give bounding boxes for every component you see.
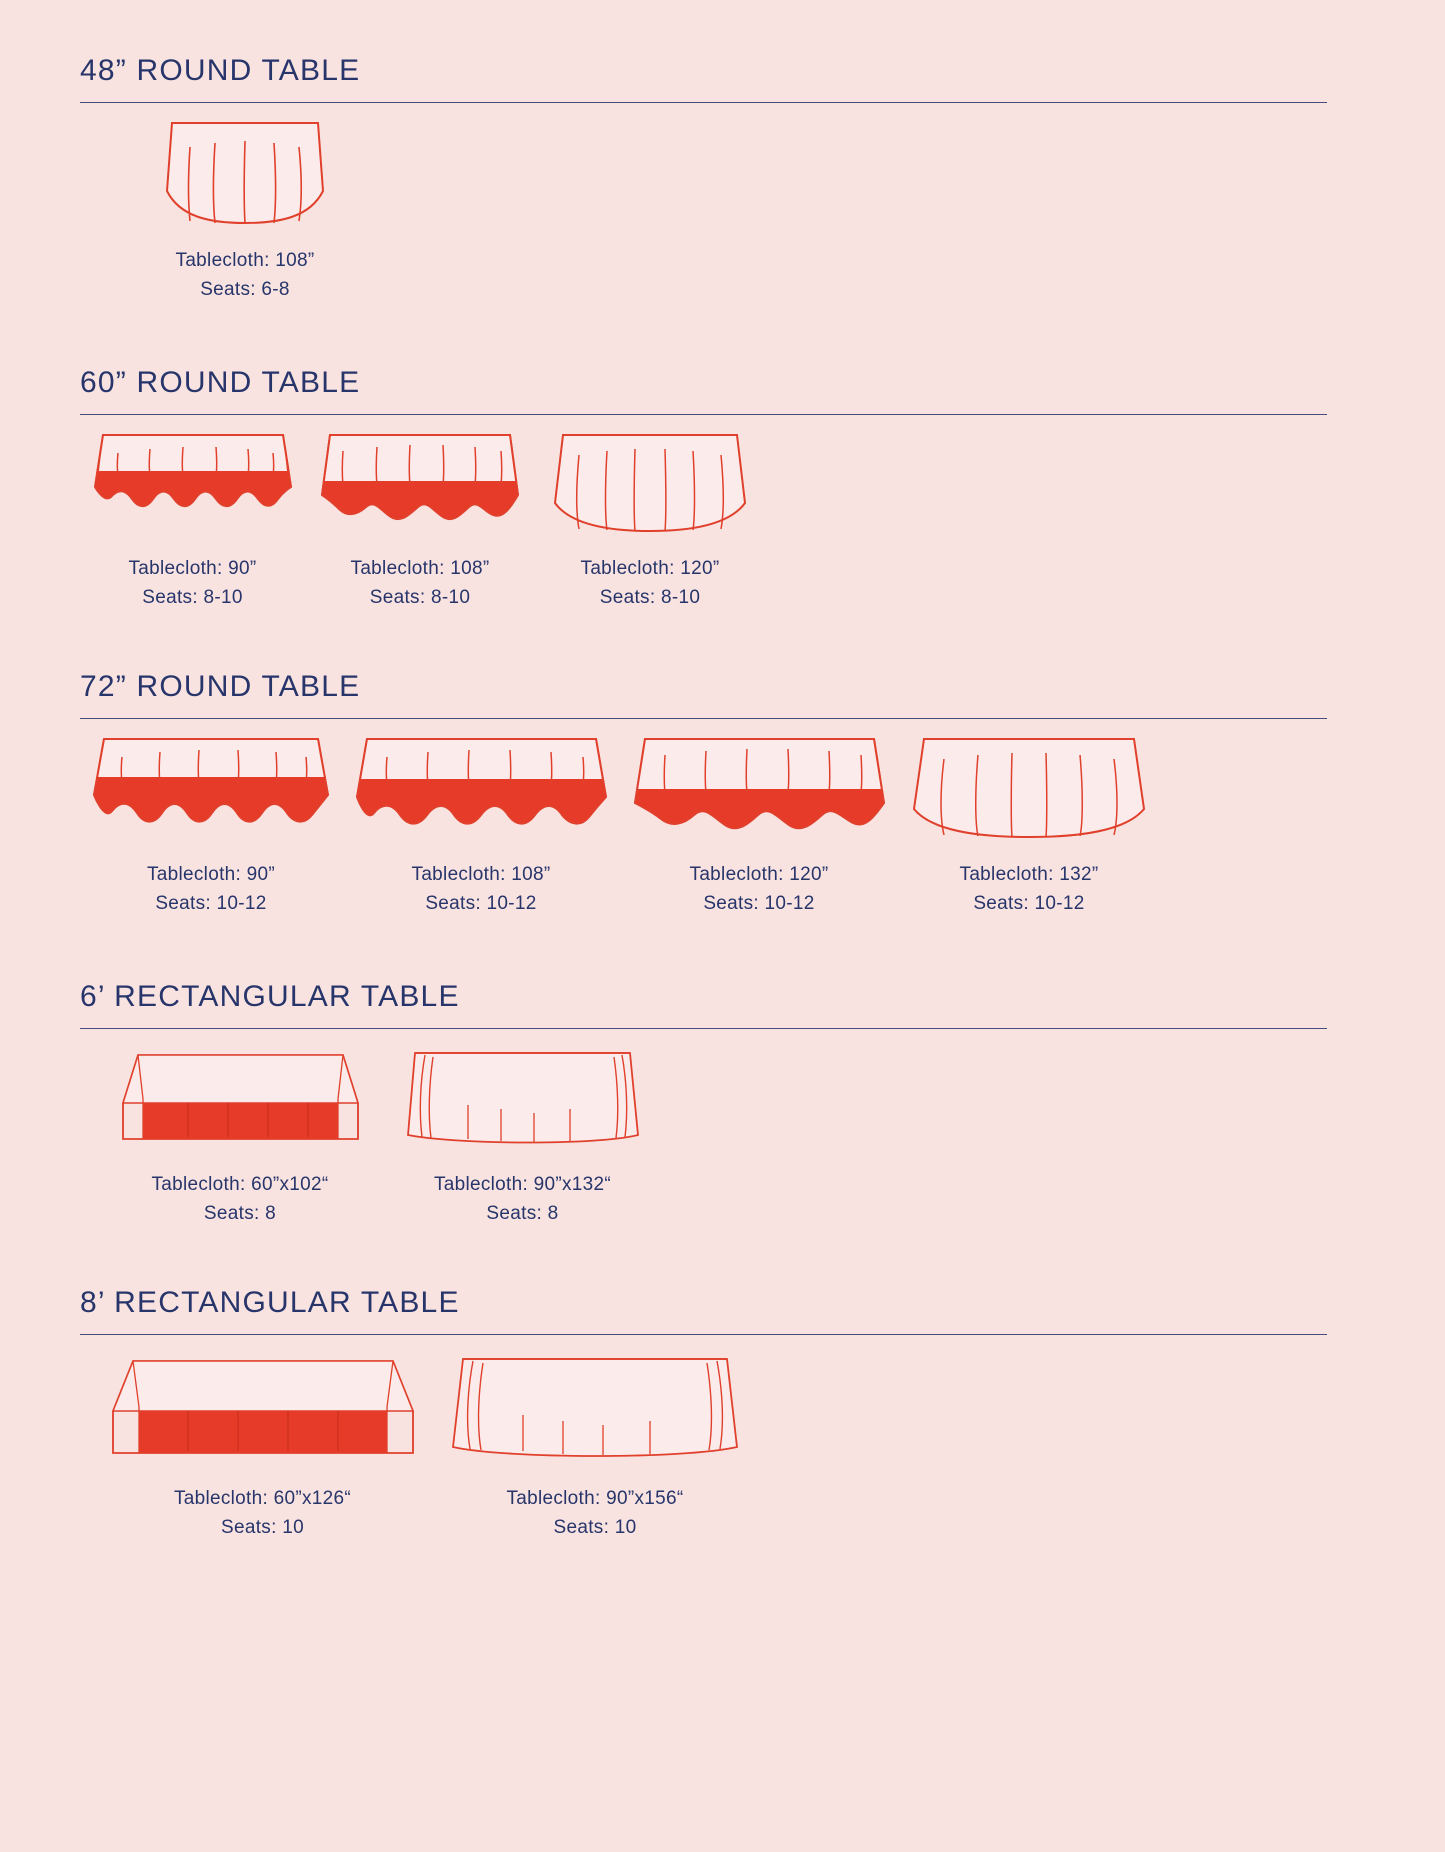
section-6ft-rectangular	[80, 980, 1375, 1228]
list-item	[898, 733, 1160, 918]
divider	[80, 414, 1327, 415]
list-item	[80, 1349, 445, 1542]
list-item	[80, 429, 305, 612]
seat-count: Seats: 10	[553, 1517, 637, 1538]
seat-count: Seats: 8	[203, 1203, 277, 1224]
table-illustration-round-full	[545, 429, 755, 542]
seat-count: Seats: 8-10	[369, 587, 471, 608]
table-illustration-rect-full	[445, 1349, 745, 1472]
list-item	[80, 733, 342, 918]
list-item	[445, 1349, 745, 1542]
list-item	[342, 733, 620, 918]
section-title: 72” ROUND TABLE	[80, 670, 361, 703]
divider	[80, 1028, 1327, 1029]
tablecloth-size: Tablecloth: 60”x102“	[151, 1174, 329, 1195]
item-caption	[147, 860, 275, 918]
item-caption	[176, 246, 315, 304]
tablecloth-size: Tablecloth: 90”	[146, 864, 276, 885]
section-72-round	[80, 670, 1375, 918]
tablecloth-size: Tablecloth: 132”	[959, 864, 1099, 885]
section-48-round	[80, 54, 1375, 304]
tablecloth-size: Tablecloth: 60”x126“	[173, 1488, 352, 1509]
table-illustration-round-full	[160, 117, 330, 234]
divider	[80, 102, 1327, 103]
list-item	[620, 733, 898, 918]
seat-count: Seats: 10	[221, 1517, 304, 1538]
item-row	[80, 117, 1375, 304]
section-title: 48” ROUND TABLE	[80, 54, 361, 87]
divider	[80, 1334, 1327, 1335]
tablecloth-size: Tablecloth: 90”x132“	[433, 1174, 612, 1195]
list-item	[305, 429, 535, 612]
tablecloth-size: Tablecloth: 120”	[689, 864, 829, 885]
table-illustration-round-short	[349, 733, 614, 848]
seat-count: Seats: 8-10	[599, 587, 701, 608]
list-item	[80, 117, 410, 304]
list-item	[400, 1043, 645, 1228]
seat-count: Seats: 10-12	[425, 893, 537, 914]
table-illustration-round-full	[904, 733, 1154, 848]
table-illustration-rect-short	[103, 1349, 423, 1472]
table-illustration-rect-full	[400, 1043, 645, 1158]
section-60-round	[80, 366, 1375, 612]
item-caption	[351, 554, 490, 612]
item-caption	[128, 554, 256, 612]
item-caption	[151, 1170, 328, 1228]
section-title: 60” ROUND TABLE	[80, 366, 361, 399]
table-illustration-round-short	[88, 429, 298, 542]
section-8ft-rectangular	[80, 1286, 1375, 1542]
tablecloth-size: Tablecloth: 90”x156“	[506, 1488, 684, 1509]
seat-count: Seats: 10-12	[973, 893, 1085, 914]
seat-count: Seats: 6-8	[200, 279, 290, 300]
item-caption	[960, 860, 1099, 918]
tablecloth-size: Tablecloth: 108”	[175, 250, 315, 271]
divider	[80, 718, 1327, 719]
seat-count: Seats: 10-12	[703, 893, 815, 914]
table-illustration-rect-short	[113, 1043, 368, 1158]
tablecloth-size: Tablecloth: 90”	[128, 558, 257, 579]
seat-count: Seats: 8-10	[142, 587, 243, 608]
tablecloth-size: Tablecloth: 108”	[350, 558, 490, 579]
list-item	[535, 429, 765, 612]
section-title: 8’ RECTANGULAR TABLE	[80, 1286, 460, 1319]
tablecloth-size: Tablecloth: 108”	[411, 864, 551, 885]
item-caption	[506, 1484, 683, 1542]
tablecloth-size: Tablecloth: 120”	[580, 558, 720, 579]
item-row	[80, 1043, 1375, 1228]
list-item	[80, 1043, 400, 1228]
section-title: 6’ RECTANGULAR TABLE	[80, 980, 460, 1013]
item-row	[80, 733, 1375, 918]
table-illustration-round-short	[86, 733, 336, 848]
table-illustration-round-mid	[627, 733, 892, 848]
seat-count: Seats: 8	[486, 1203, 559, 1224]
item-row	[80, 429, 1375, 612]
item-caption	[581, 554, 720, 612]
item-row	[80, 1349, 1375, 1542]
item-caption	[412, 860, 551, 918]
item-caption	[174, 1484, 351, 1542]
item-caption	[434, 1170, 611, 1228]
item-caption	[690, 860, 829, 918]
table-illustration-round-mid	[315, 429, 525, 542]
seat-count: Seats: 10-12	[155, 893, 267, 914]
